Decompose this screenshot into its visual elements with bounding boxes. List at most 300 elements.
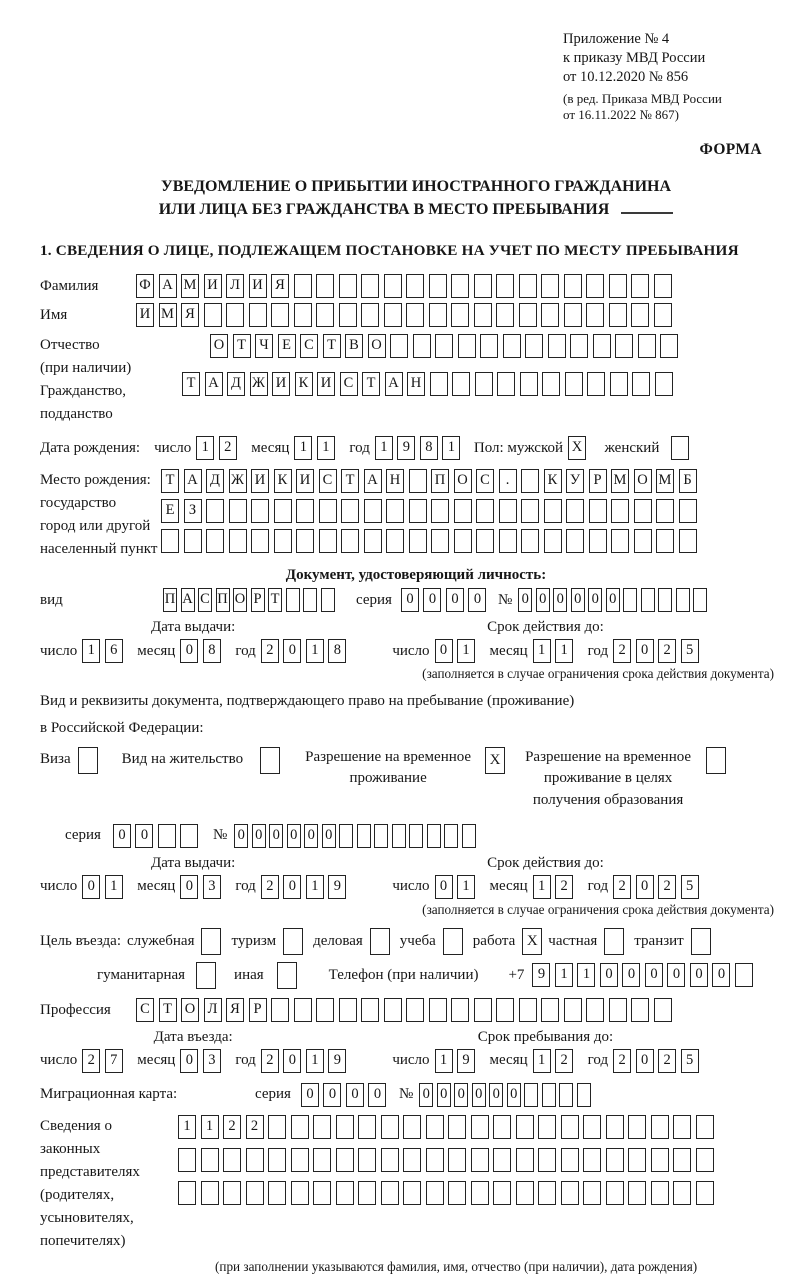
char-box[interactable] — [249, 303, 267, 327]
char-box[interactable]: П — [163, 588, 177, 612]
char-box[interactable]: Е — [161, 499, 179, 523]
char-box[interactable]: А — [364, 469, 382, 493]
char-box[interactable]: 1 — [82, 639, 100, 663]
char-box[interactable] — [611, 499, 629, 523]
char-box[interactable] — [451, 998, 469, 1022]
char-box[interactable]: Е — [278, 334, 296, 358]
char-box[interactable] — [561, 1181, 579, 1205]
char-box[interactable]: 3 — [203, 1049, 221, 1073]
char-box[interactable] — [544, 529, 562, 553]
char-box[interactable]: С — [319, 469, 337, 493]
char-box[interactable] — [358, 1148, 376, 1172]
char-box[interactable] — [271, 998, 289, 1022]
char-box[interactable]: К — [295, 372, 313, 396]
char-box[interactable] — [339, 998, 357, 1022]
char-box[interactable] — [223, 1181, 241, 1205]
char-box[interactable] — [392, 824, 406, 848]
char-box[interactable]: А — [385, 372, 403, 396]
char-box[interactable]: 5 — [681, 1049, 699, 1073]
char-box[interactable]: 2 — [613, 639, 631, 663]
char-box[interactable] — [403, 1148, 421, 1172]
char-box[interactable]: Л — [204, 998, 222, 1022]
char-box[interactable] — [251, 529, 269, 553]
char-box[interactable]: 0 — [446, 588, 464, 612]
char-box[interactable] — [409, 469, 427, 493]
char-box[interactable] — [628, 1181, 646, 1205]
char-box[interactable] — [409, 529, 427, 553]
char-box[interactable]: 0 — [401, 588, 419, 612]
char-box[interactable] — [286, 588, 300, 612]
char-box[interactable]: 0 — [113, 824, 131, 848]
char-box[interactable]: 0 — [283, 639, 301, 663]
char-box[interactable]: 2 — [219, 436, 237, 460]
char-box[interactable] — [381, 1115, 399, 1139]
char-box[interactable]: С — [476, 469, 494, 493]
char-box[interactable]: П — [216, 588, 230, 612]
char-box[interactable] — [583, 1115, 601, 1139]
char-box[interactable] — [628, 1148, 646, 1172]
char-box[interactable]: 1 — [196, 436, 214, 460]
char-box[interactable] — [564, 303, 582, 327]
char-box[interactable] — [429, 998, 447, 1022]
char-box[interactable] — [480, 334, 498, 358]
char-box[interactable] — [493, 1115, 511, 1139]
char-box[interactable] — [566, 499, 584, 523]
char-box[interactable] — [435, 334, 453, 358]
char-box[interactable] — [615, 334, 633, 358]
char-box[interactable] — [475, 372, 493, 396]
char-box[interactable] — [313, 1115, 331, 1139]
edu-permit-checkbox[interactable] — [706, 747, 726, 774]
char-box[interactable]: О — [634, 469, 652, 493]
char-box[interactable] — [426, 1181, 444, 1205]
char-box[interactable]: Т — [233, 334, 251, 358]
char-box[interactable] — [316, 303, 334, 327]
char-box[interactable] — [246, 1181, 264, 1205]
char-box[interactable]: У — [566, 469, 584, 493]
char-box[interactable] — [403, 1181, 421, 1205]
char-box[interactable] — [361, 303, 379, 327]
char-box[interactable]: О — [210, 334, 228, 358]
char-box[interactable] — [671, 436, 689, 460]
char-box[interactable] — [429, 303, 447, 327]
char-box[interactable]: 1 — [555, 639, 573, 663]
char-box[interactable] — [583, 1148, 601, 1172]
char-box[interactable] — [431, 499, 449, 523]
char-box[interactable] — [448, 1181, 466, 1205]
char-box[interactable] — [431, 529, 449, 553]
char-box[interactable] — [476, 529, 494, 553]
char-box[interactable] — [316, 998, 334, 1022]
char-box[interactable]: 1 — [457, 639, 475, 663]
char-box[interactable] — [696, 1115, 714, 1139]
char-box[interactable] — [229, 499, 247, 523]
char-box[interactable] — [609, 303, 627, 327]
char-box[interactable]: 0 — [419, 1083, 433, 1107]
char-box[interactable] — [631, 274, 649, 298]
char-box[interactable]: Т — [161, 469, 179, 493]
char-box[interactable]: Ж — [229, 469, 247, 493]
char-box[interactable] — [493, 1181, 511, 1205]
char-box[interactable] — [583, 1181, 601, 1205]
char-box[interactable] — [381, 1148, 399, 1172]
char-box[interactable]: Н — [407, 372, 425, 396]
char-box[interactable] — [516, 1115, 534, 1139]
char-box[interactable]: 1 — [105, 875, 123, 899]
char-box[interactable]: А — [159, 274, 177, 298]
char-box[interactable]: 2 — [658, 639, 676, 663]
char-box[interactable]: 0 — [553, 588, 567, 612]
char-box[interactable] — [538, 1181, 556, 1205]
char-box[interactable]: 0 — [234, 824, 248, 848]
temp-permit-checkbox[interactable]: X — [485, 747, 505, 774]
char-box[interactable]: 0 — [269, 824, 283, 848]
char-box[interactable] — [336, 1115, 354, 1139]
char-box[interactable]: 0 — [180, 875, 198, 899]
char-box[interactable]: 0 — [322, 824, 336, 848]
purpose-study-checkbox[interactable] — [443, 928, 463, 955]
char-box[interactable] — [291, 1115, 309, 1139]
char-box[interactable] — [499, 499, 517, 523]
char-box[interactable]: Т — [268, 588, 282, 612]
char-box[interactable]: 0 — [472, 1083, 486, 1107]
char-box[interactable] — [651, 1115, 669, 1139]
char-box[interactable] — [606, 1115, 624, 1139]
char-box[interactable]: 1 — [533, 639, 551, 663]
char-box[interactable] — [229, 529, 247, 553]
char-box[interactable] — [201, 1181, 219, 1205]
char-box[interactable]: 2 — [223, 1115, 241, 1139]
char-box[interactable] — [520, 372, 538, 396]
char-box[interactable]: 0 — [301, 1083, 319, 1107]
char-box[interactable]: 0 — [636, 875, 654, 899]
char-box[interactable] — [609, 274, 627, 298]
char-box[interactable]: 1 — [533, 1049, 551, 1073]
char-box[interactable] — [589, 529, 607, 553]
char-box[interactable]: К — [274, 469, 292, 493]
char-box[interactable]: С — [300, 334, 318, 358]
purpose-transit-checkbox[interactable] — [691, 928, 711, 955]
char-box[interactable] — [660, 334, 678, 358]
char-box[interactable]: 1 — [435, 1049, 453, 1073]
char-box[interactable]: 0 — [588, 588, 602, 612]
char-box[interactable] — [542, 372, 560, 396]
char-box[interactable]: Т — [159, 998, 177, 1022]
char-box[interactable]: 8 — [328, 639, 346, 663]
char-box[interactable]: 0 — [346, 1083, 364, 1107]
char-box[interactable] — [587, 372, 605, 396]
char-box[interactable]: А — [181, 588, 195, 612]
char-box[interactable] — [564, 274, 582, 298]
char-box[interactable] — [654, 998, 672, 1022]
char-box[interactable] — [496, 274, 514, 298]
char-box[interactable]: 0 — [712, 963, 730, 987]
char-box[interactable]: 1 — [375, 436, 393, 460]
char-box[interactable] — [313, 1148, 331, 1172]
purpose-other-checkbox[interactable] — [277, 962, 297, 989]
char-box[interactable] — [519, 303, 537, 327]
char-box[interactable] — [364, 499, 382, 523]
char-box[interactable]: 0 — [368, 1083, 386, 1107]
char-box[interactable] — [679, 529, 697, 553]
char-box[interactable]: 3 — [203, 875, 221, 899]
char-box[interactable]: М — [181, 274, 199, 298]
char-box[interactable] — [180, 824, 198, 848]
char-box[interactable]: 0 — [423, 588, 441, 612]
char-box[interactable] — [364, 529, 382, 553]
char-box[interactable]: Я — [271, 274, 289, 298]
char-box[interactable] — [474, 274, 492, 298]
char-box[interactable]: 0 — [667, 963, 685, 987]
char-box[interactable]: 0 — [600, 963, 618, 987]
char-box[interactable]: 0 — [135, 824, 153, 848]
char-box[interactable]: 2 — [82, 1049, 100, 1073]
char-box[interactable]: З — [184, 499, 202, 523]
char-box[interactable] — [413, 334, 431, 358]
char-box[interactable] — [430, 372, 448, 396]
char-box[interactable]: 2 — [261, 1049, 279, 1073]
char-box[interactable]: 1 — [457, 875, 475, 899]
char-box[interactable] — [458, 334, 476, 358]
purpose-tourism-checkbox[interactable] — [283, 928, 303, 955]
char-box[interactable] — [386, 529, 404, 553]
char-box[interactable]: 0 — [489, 1083, 503, 1107]
char-box[interactable]: 5 — [681, 875, 699, 899]
char-box[interactable] — [628, 1115, 646, 1139]
char-box[interactable] — [406, 274, 424, 298]
char-box[interactable] — [471, 1181, 489, 1205]
char-box[interactable] — [676, 588, 690, 612]
char-box[interactable] — [451, 274, 469, 298]
char-box[interactable]: 0 — [636, 639, 654, 663]
char-box[interactable] — [538, 1148, 556, 1172]
char-box[interactable]: 1 — [306, 639, 324, 663]
char-box[interactable]: 2 — [555, 1049, 573, 1073]
char-box[interactable] — [559, 1083, 573, 1107]
char-box[interactable]: 2 — [246, 1115, 264, 1139]
char-box[interactable]: Ф — [136, 274, 154, 298]
char-box[interactable] — [593, 334, 611, 358]
char-box[interactable]: 2 — [658, 875, 676, 899]
char-box[interactable] — [296, 529, 314, 553]
char-box[interactable] — [521, 499, 539, 523]
char-box[interactable] — [426, 1148, 444, 1172]
char-box[interactable]: А — [205, 372, 223, 396]
char-box[interactable]: 5 — [681, 639, 699, 663]
char-box[interactable]: О — [368, 334, 386, 358]
residence-permit-checkbox[interactable] — [260, 747, 280, 774]
char-box[interactable]: 0 — [82, 875, 100, 899]
char-box[interactable] — [541, 303, 559, 327]
char-box[interactable]: И — [136, 303, 154, 327]
char-box[interactable]: 2 — [261, 639, 279, 663]
char-box[interactable] — [361, 998, 379, 1022]
char-box[interactable]: Т — [341, 469, 359, 493]
char-box[interactable]: И — [251, 469, 269, 493]
char-box[interactable] — [493, 1148, 511, 1172]
char-box[interactable] — [409, 499, 427, 523]
char-box[interactable]: О — [454, 469, 472, 493]
char-box[interactable] — [623, 588, 637, 612]
char-box[interactable] — [444, 824, 458, 848]
char-box[interactable]: Я — [181, 303, 199, 327]
char-box[interactable] — [673, 1115, 691, 1139]
char-box[interactable] — [471, 1115, 489, 1139]
char-box[interactable]: С — [340, 372, 358, 396]
purpose-work-checkbox[interactable]: X — [522, 928, 542, 955]
char-box[interactable] — [541, 274, 559, 298]
char-box[interactable] — [516, 1148, 534, 1172]
char-box[interactable]: 0 — [304, 824, 318, 848]
char-box[interactable] — [319, 529, 337, 553]
char-box[interactable] — [570, 334, 588, 358]
char-box[interactable] — [426, 1115, 444, 1139]
char-box[interactable]: 1 — [306, 1049, 324, 1073]
char-box[interactable]: С — [136, 998, 154, 1022]
char-box[interactable] — [696, 1148, 714, 1172]
char-box[interactable] — [654, 274, 672, 298]
char-box[interactable] — [246, 1148, 264, 1172]
char-box[interactable] — [339, 824, 353, 848]
char-box[interactable] — [381, 1181, 399, 1205]
char-box[interactable]: 0 — [606, 588, 620, 612]
char-box[interactable]: 9 — [397, 436, 415, 460]
char-box[interactable] — [406, 998, 424, 1022]
char-box[interactable] — [606, 1148, 624, 1172]
char-box[interactable]: 0 — [690, 963, 708, 987]
char-box[interactable]: В — [345, 334, 363, 358]
char-box[interactable]: 1 — [577, 963, 595, 987]
char-box[interactable]: Т — [182, 372, 200, 396]
char-box[interactable]: 0 — [252, 824, 266, 848]
visa-checkbox[interactable] — [78, 747, 98, 774]
char-box[interactable] — [474, 998, 492, 1022]
char-box[interactable]: 1 — [178, 1115, 196, 1139]
char-box[interactable] — [496, 303, 514, 327]
char-box[interactable]: 0 — [571, 588, 585, 612]
char-box[interactable]: 9 — [328, 875, 346, 899]
char-box[interactable] — [374, 824, 388, 848]
char-box[interactable] — [341, 499, 359, 523]
char-box[interactable]: 1 — [533, 875, 551, 899]
char-box[interactable] — [406, 303, 424, 327]
char-box[interactable] — [655, 372, 673, 396]
char-box[interactable] — [161, 529, 179, 553]
char-box[interactable]: Т — [362, 372, 380, 396]
char-box[interactable] — [471, 1148, 489, 1172]
char-box[interactable] — [474, 303, 492, 327]
char-box[interactable]: О — [181, 998, 199, 1022]
char-box[interactable] — [361, 274, 379, 298]
purpose-humanitarian-checkbox[interactable] — [196, 962, 216, 989]
char-box[interactable] — [519, 998, 537, 1022]
char-box[interactable] — [341, 529, 359, 553]
char-box[interactable] — [223, 1148, 241, 1172]
char-box[interactable] — [586, 303, 604, 327]
char-box[interactable]: Р — [249, 998, 267, 1022]
char-box[interactable] — [503, 334, 521, 358]
char-box[interactable] — [268, 1148, 286, 1172]
char-box[interactable] — [610, 372, 628, 396]
char-box[interactable]: 8 — [203, 639, 221, 663]
char-box[interactable] — [496, 998, 514, 1022]
char-box[interactable] — [251, 499, 269, 523]
char-box[interactable] — [631, 303, 649, 327]
char-box[interactable] — [313, 1181, 331, 1205]
char-box[interactable] — [336, 1181, 354, 1205]
char-box[interactable]: 2 — [555, 875, 573, 899]
char-box[interactable]: Д — [206, 469, 224, 493]
char-box[interactable]: 0 — [636, 1049, 654, 1073]
char-box[interactable] — [451, 303, 469, 327]
char-box[interactable] — [656, 499, 674, 523]
char-box[interactable]: 0 — [435, 875, 453, 899]
char-box[interactable] — [204, 303, 222, 327]
char-box[interactable] — [521, 469, 539, 493]
char-box[interactable] — [429, 274, 447, 298]
char-box[interactable]: 0 — [645, 963, 663, 987]
char-box[interactable] — [519, 274, 537, 298]
char-box[interactable]: 1 — [442, 436, 460, 460]
char-box[interactable]: 9 — [328, 1049, 346, 1073]
char-box[interactable] — [641, 588, 655, 612]
char-box[interactable] — [632, 372, 650, 396]
char-box[interactable] — [206, 499, 224, 523]
char-box[interactable]: Д — [227, 372, 245, 396]
char-box[interactable] — [294, 274, 312, 298]
char-box[interactable] — [542, 1083, 556, 1107]
char-box[interactable] — [294, 303, 312, 327]
char-box[interactable]: 1 — [294, 436, 312, 460]
char-box[interactable] — [201, 1148, 219, 1172]
char-box[interactable]: X — [568, 436, 586, 460]
char-box[interactable] — [656, 529, 674, 553]
char-box[interactable] — [357, 824, 371, 848]
char-box[interactable] — [339, 303, 357, 327]
char-box[interactable] — [589, 499, 607, 523]
char-box[interactable] — [651, 1181, 669, 1205]
char-box[interactable]: 0 — [468, 588, 486, 612]
char-box[interactable]: Ж — [250, 372, 268, 396]
char-box[interactable] — [321, 588, 335, 612]
char-box[interactable] — [638, 334, 656, 358]
char-box[interactable]: И — [272, 372, 290, 396]
char-box[interactable] — [268, 1115, 286, 1139]
char-box[interactable] — [586, 274, 604, 298]
char-box[interactable] — [561, 1115, 579, 1139]
char-box[interactable]: С — [198, 588, 212, 612]
char-box[interactable] — [296, 499, 314, 523]
char-box[interactable] — [448, 1148, 466, 1172]
char-box[interactable] — [673, 1148, 691, 1172]
char-box[interactable]: Б — [679, 469, 697, 493]
char-box[interactable] — [541, 998, 559, 1022]
char-box[interactable] — [454, 499, 472, 523]
char-box[interactable]: Р — [251, 588, 265, 612]
char-box[interactable]: М — [611, 469, 629, 493]
char-box[interactable]: А — [184, 469, 202, 493]
char-box[interactable] — [524, 1083, 538, 1107]
char-box[interactable]: 8 — [420, 436, 438, 460]
char-box[interactable] — [564, 998, 582, 1022]
char-box[interactable] — [178, 1148, 196, 1172]
char-box[interactable]: 6 — [105, 639, 123, 663]
char-box[interactable] — [538, 1115, 556, 1139]
char-box[interactable]: 1 — [317, 436, 335, 460]
char-box[interactable] — [319, 499, 337, 523]
char-box[interactable] — [611, 529, 629, 553]
char-box[interactable] — [358, 1115, 376, 1139]
